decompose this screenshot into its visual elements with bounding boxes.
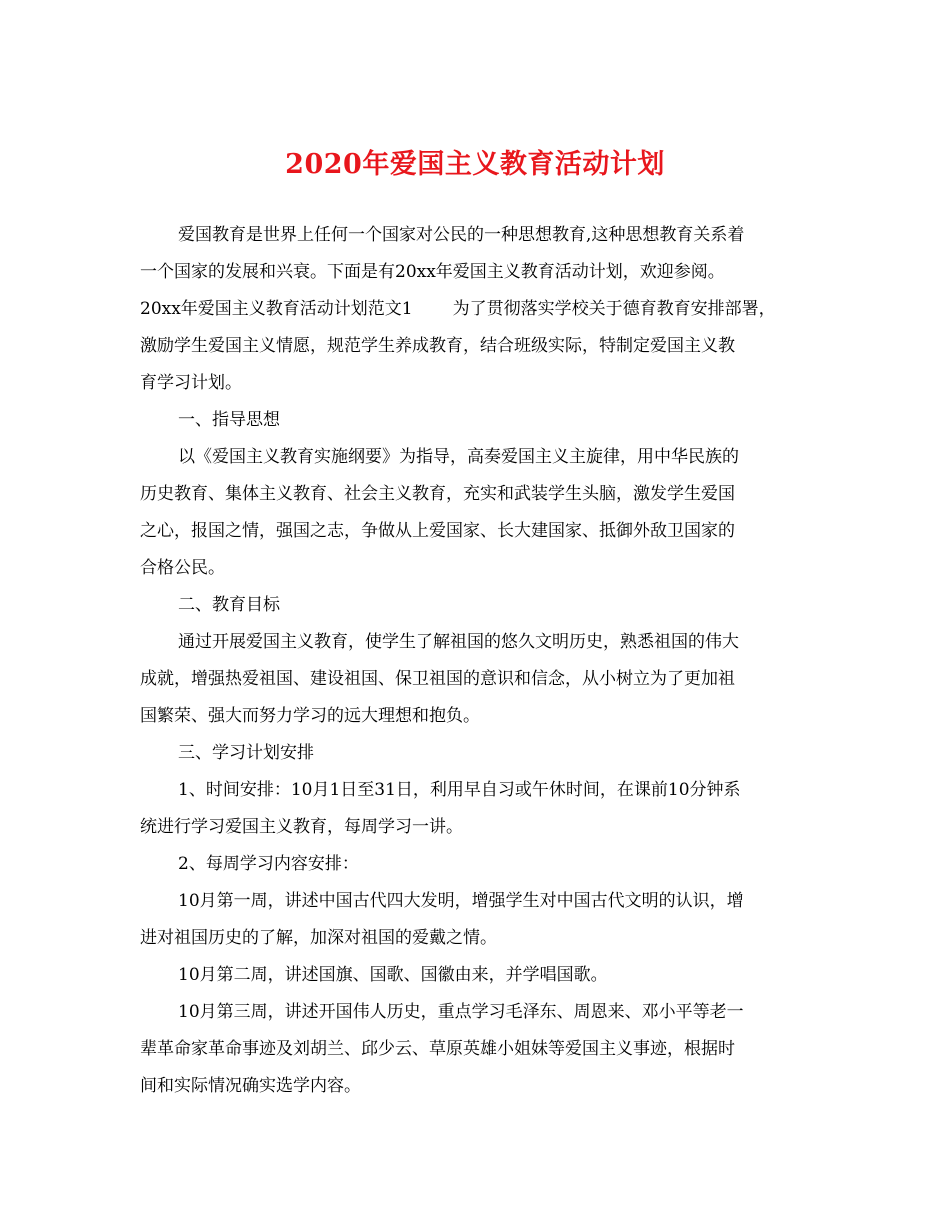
paragraph-line: 一个国家的发展和兴衰。下面是有20xx年爱国主义教育活动计划，欢迎参阅。 [140,262,725,282]
paragraph-line: 10月第一周，讲述中国古代四大发明，增强学生对中国古代文明的认识，增 [178,891,744,911]
paragraph-line: 间和实际情况确实选学内容。 [140,1076,361,1096]
sample-heading: 20xx年爱国主义教育活动计划范文1 [140,299,413,319]
document-body [140,217,830,1105]
paragraph-line: 辈革命家革命事迹及刘胡兰、邱少云、草原英雄小姐妹等爱国主义事迹，根据时 [140,1039,735,1059]
paragraph-line: 2、每周学习内容安排： [178,854,359,874]
paragraph-line: 国繁荣、强大而努力学习的远大理想和抱负。 [140,706,480,726]
section-heading: 二、教育目标 [178,595,280,615]
paragraph-line: 爱国教育是世界上任何一个国家对公民的一种思想教育,这种思想教育关系着 [178,225,745,245]
paragraph-text: 为了贯彻落实学校关于德育教育安排部署， [452,299,776,319]
paragraph-line: 通过开展爱国主义教育，使学生了解祖国的悠久文明历史，熟悉祖国的伟大 [178,632,739,652]
paragraph-line: 之心，报国之情，强国之志，争做从上爱国家、长大建国家、抵御外敌卫国家的 [140,521,735,541]
paragraph-line: 10月第二周，讲述国旗、国歌、国徽由来，并学唱国歌。 [178,965,608,985]
paragraph-line: 激励学生爱国主义情愿，规范学生养成教育，结合班级实际，特制定爱国主义教 [140,336,735,356]
paragraph-line: 1、时间安排：10月1日至31日，利用早自习或午休时间，在课前10分钟系 [178,780,741,800]
paragraph-line: 历史教育、集体主义教育、社会主义教育，充实和武装学生头脑，激发学生爱国 [140,484,735,504]
section-heading: 一、指导思想 [178,410,280,430]
paragraph-line: 10月第三周，讲述开国伟人历史，重点学习毛泽东、周恩来、邓小平等老一 [178,1002,744,1022]
paragraph-line: 合格公民。 [140,558,225,578]
paragraph-line: 育学习计划。 [140,373,242,393]
section-heading: 三、学习计划安排 [178,743,314,763]
paragraph-line: 统进行学习爱国主义教育，每周学习一讲。 [140,817,463,837]
paragraph-line: 进对祖国历史的了解，加深对祖国的爱戴之情。 [140,928,497,948]
paragraph-line: 成就，增强热爱祖国、建设祖国、保卫祖国的意识和信念，从小树立为了更加祖 [140,669,735,689]
paragraph-line [140,291,830,328]
document-title: 2020年爱国主义教育活动计划 [285,149,665,180]
paragraph-line: 以《爱国主义教育实施纲要》为指导，高奏爱国主义主旋律，用中华民族的 [178,447,739,467]
